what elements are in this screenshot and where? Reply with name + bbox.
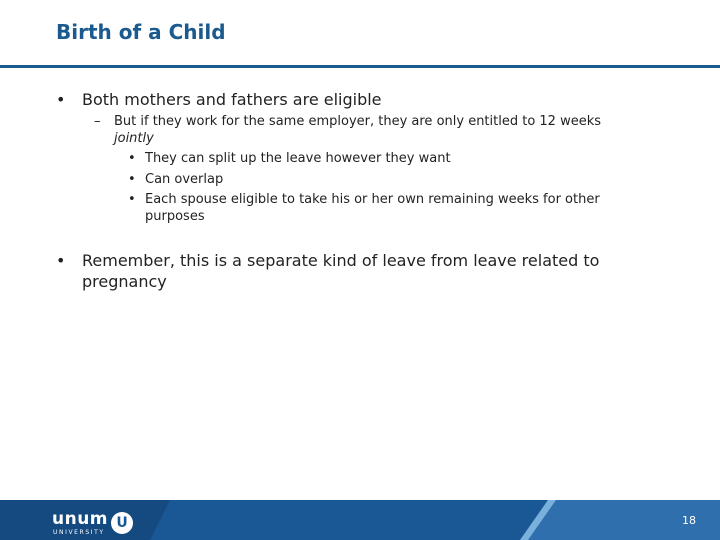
unum-university-logo — [52, 510, 142, 540]
logo-u-badge-icon: U — [111, 512, 133, 534]
sub-bullet-text — [114, 113, 614, 147]
sub-sub-bullet-text: Each spouse eligible to take his or her own remaining weeks for other purposes — [145, 192, 600, 224]
sub-sub-bullet-text: Can overlap — [145, 172, 224, 187]
logo-subtitle: UNIVERSITY — [53, 529, 105, 536]
footer-bar — [0, 500, 720, 540]
bullet-marker: • — [56, 90, 66, 109]
sub-sub-bullet-text: They can split up the leave however they want — [145, 151, 451, 166]
logo-wordmark: unum — [52, 509, 109, 529]
page-number: 18 — [682, 514, 696, 527]
slide-title: Birth of a Child — [56, 20, 226, 44]
dash-marker: – — [94, 114, 101, 129]
bullet-marker: • — [56, 251, 66, 270]
bullet-marker: • — [128, 151, 136, 166]
bullet-marker: • — [128, 192, 136, 207]
bullet-text: Remember, this is a separate kind of leave from leave related to pregnancy — [82, 251, 600, 291]
sub-bullet-text-italic: jointly — [114, 131, 154, 146]
sub-bullet-text-main: But if they work for the same employer, they are only entitled to 12 weeks — [114, 114, 602, 129]
bullet-text: Both mothers and fathers are eligible — [82, 90, 382, 109]
title-divider — [0, 65, 720, 68]
bullet-marker: • — [128, 172, 136, 187]
